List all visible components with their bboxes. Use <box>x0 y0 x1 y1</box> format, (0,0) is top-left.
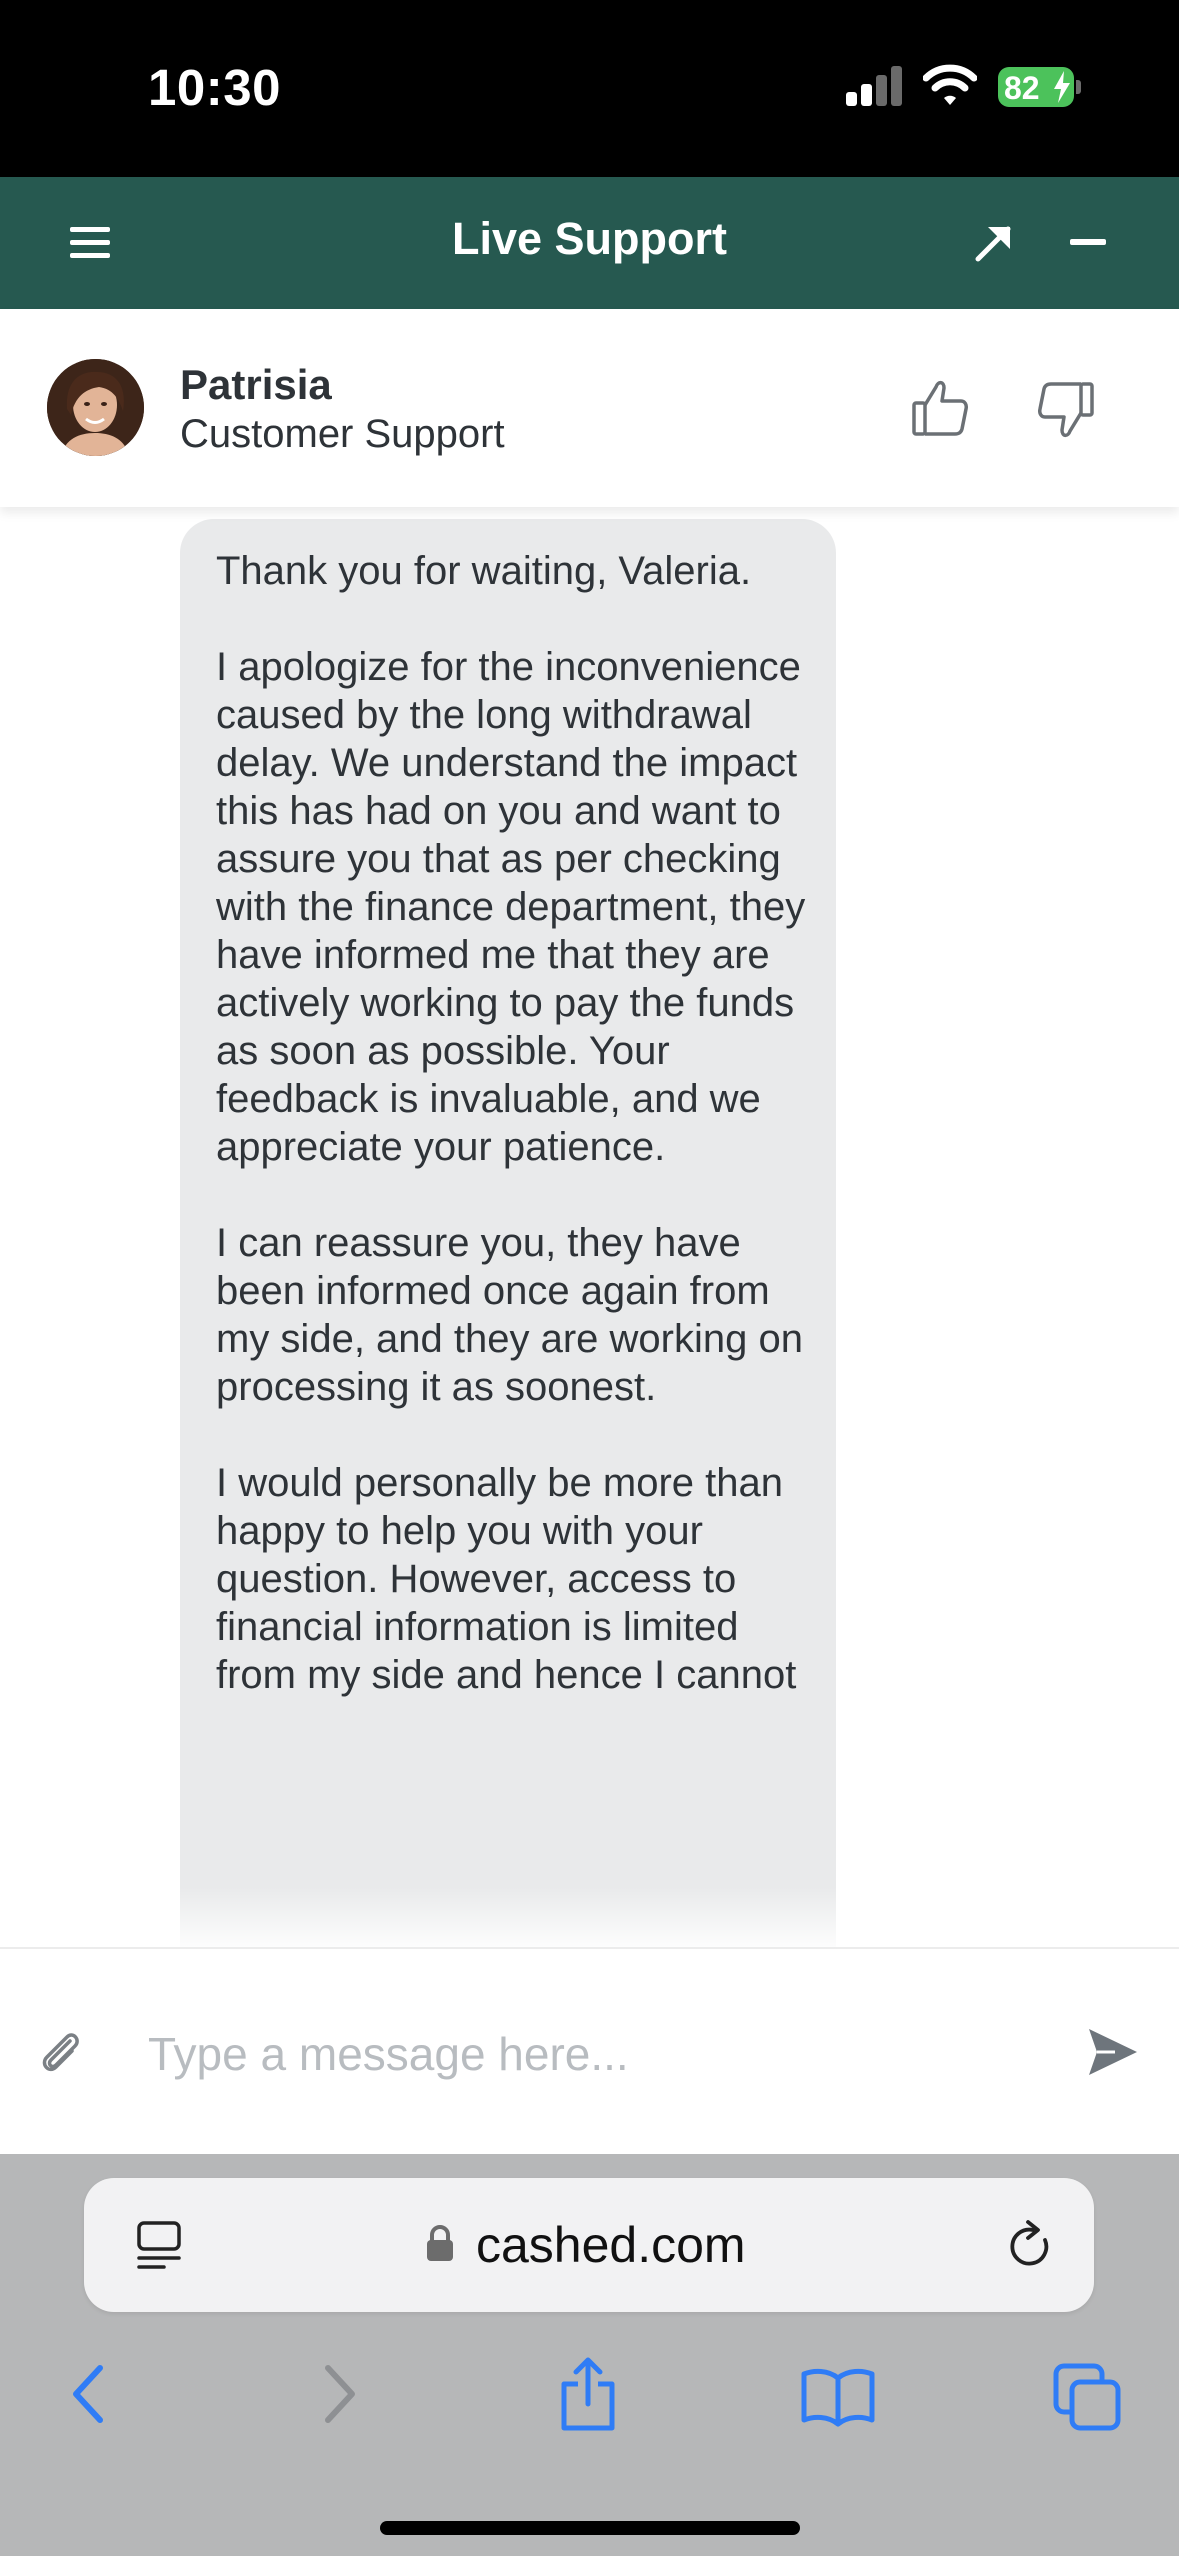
battery-level: 82 <box>1004 70 1040 106</box>
agent-name: Patrisia <box>180 361 332 408</box>
reload-icon[interactable] <box>1004 2218 1056 2272</box>
status-bar <box>0 0 1179 177</box>
status-time: 10:30 <box>148 59 281 116</box>
home-indicator[interactable] <box>380 2521 800 2535</box>
avatar <box>47 359 144 456</box>
scroll-fade <box>0 1887 1179 1947</box>
share-icon[interactable] <box>556 2354 620 2434</box>
header-title: Live Support <box>451 213 727 264</box>
message-composer <box>0 1947 1179 2154</box>
agent-role: Customer Support <box>180 412 505 456</box>
chat-messages[interactable] <box>0 507 1179 1947</box>
lock-icon <box>426 2224 454 2262</box>
thumbs-up-icon[interactable] <box>910 375 970 439</box>
url-text: cashed.com <box>476 2217 746 2273</box>
tab-overview-icon[interactable] <box>136 2220 182 2270</box>
cellular-signal-icon <box>846 66 904 106</box>
charging-bolt-icon <box>1052 71 1072 103</box>
tabs-icon[interactable] <box>1052 2354 1124 2434</box>
chat-header <box>0 177 1179 309</box>
message-text: Thank you for waiting, Valeria. I apologize for the inconvenience caused by the long withdrawal delay. We understand the impact this has had on you and want to assure you that as per checking with the finance department, they have informed me that they are actively working to pay the funds as soon as possible. Your feedback is invaluable, and we appreciate your patience. I can reassure you, they have been informed once again from my side, and they are working on processing it as soonest. I would personally be more than happy to help you with your question. However, access to financial information is limited from my side and hence I cannot <box>216 549 806 1697</box>
address-bar[interactable] <box>84 2178 1094 2312</box>
send-icon[interactable] <box>1085 2025 1139 2079</box>
forward-icon[interactable] <box>316 2354 364 2434</box>
message-input[interactable] <box>148 2009 1048 2099</box>
agent-message-bubble <box>180 519 836 1947</box>
bookmarks-icon[interactable] <box>800 2354 876 2434</box>
expand-icon[interactable] <box>972 221 1016 265</box>
wifi-icon <box>923 62 977 108</box>
paperclip-icon[interactable] <box>36 2027 82 2077</box>
browser-toolbar <box>0 2154 1179 2556</box>
thumbs-down-icon[interactable] <box>1036 379 1096 443</box>
minimize-icon[interactable] <box>1070 239 1106 245</box>
back-icon[interactable] <box>64 2354 112 2434</box>
battery-charging-icon <box>998 67 1080 107</box>
agent-bar <box>0 309 1179 507</box>
